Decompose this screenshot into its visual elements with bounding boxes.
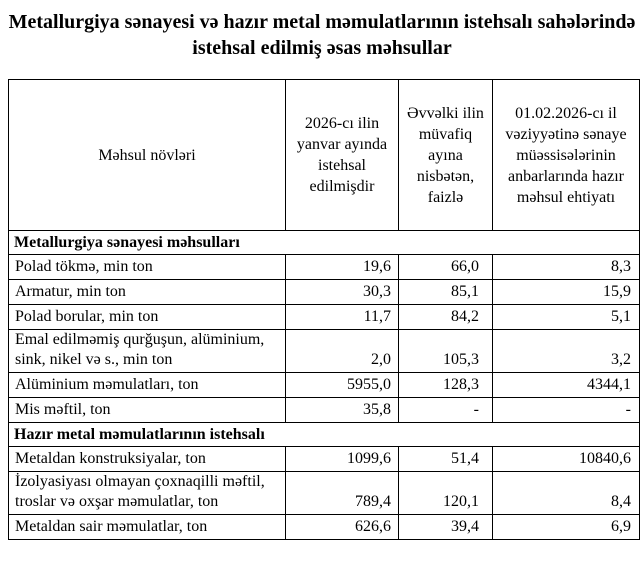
value-cell: 5,1 (493, 305, 640, 330)
value-cell: 11,7 (286, 305, 399, 330)
document-page (0, 9, 644, 567)
table-header (9, 80, 640, 231)
product-label: Alüminium məmulatları, ton (9, 373, 286, 398)
section-header-row (9, 231, 640, 255)
table-body (9, 231, 640, 540)
value-cell: 66,0 (399, 255, 493, 280)
value-cell: 15,9 (493, 280, 640, 305)
value-cell: 8,4 (493, 472, 640, 515)
value-cell: 789,4 (286, 472, 399, 515)
value-cell: 84,2 (399, 305, 493, 330)
table-row (9, 472, 640, 515)
product-label: Polad tökmə, min ton (9, 255, 286, 280)
value-cell: 5955,0 (286, 373, 399, 398)
table-row (9, 305, 640, 330)
value-cell: 1099,6 (286, 447, 399, 472)
column-header-product-types: Məhsul növləri (9, 80, 286, 231)
table-row (9, 447, 640, 472)
value-cell: 3,2 (493, 330, 640, 373)
section-header-label: Hazır metal məmulatlarının istehsalı (9, 423, 640, 447)
value-cell: 19,6 (286, 255, 399, 280)
value-cell: 105,3 (399, 330, 493, 373)
value-cell: 39,4 (399, 515, 493, 540)
table-row (9, 515, 640, 540)
value-cell: - (493, 398, 640, 423)
column-header-warehouse-stock: 01.02.2026-cı il vəziyyətinə sənaye müəssisələrinin anbarlarında hazır məhsul ehtiyatı (493, 80, 640, 231)
value-cell: - (399, 398, 493, 423)
header-row (9, 80, 640, 231)
table-row (9, 373, 640, 398)
column-header-produced-january: 2026-cı ilin yanvar ayında istehsal edilmişdir (286, 80, 399, 231)
table-row (9, 255, 640, 280)
product-label: Polad borular, min ton (9, 305, 286, 330)
value-cell: 35,8 (286, 398, 399, 423)
products-table (8, 79, 640, 540)
column-header-percent-vs-previous-year: Əvvəlki ilin müvafiq ayına nisbətən, faizlə (399, 80, 493, 231)
section-header-label: Metallurgiya sənayesi məhsulları (9, 231, 640, 255)
page-title: Metallurgiya sənayesi və hazır metal məmulatlarının istehsalı sahələrində istehsal edilmiş əsas məhsullar (8, 11, 636, 59)
value-cell: 30,3 (286, 280, 399, 305)
value-cell: 6,9 (493, 515, 640, 540)
product-label: Metaldan sair məmulatlar, ton (9, 515, 286, 540)
product-label: Emal edilməmiş qurğuşun, alüminium, sink, nikel və s., min ton (9, 330, 286, 373)
value-cell: 51,4 (399, 447, 493, 472)
value-cell: 10840,6 (493, 447, 640, 472)
value-cell: 128,3 (399, 373, 493, 398)
product-label: Mis məftil, ton (9, 398, 286, 423)
value-cell: 626,6 (286, 515, 399, 540)
product-label: Metaldan konstruksiyalar, ton (9, 447, 286, 472)
value-cell: 120,1 (399, 472, 493, 515)
table-row (9, 330, 640, 373)
section-header-row (9, 423, 640, 447)
value-cell: 8,3 (493, 255, 640, 280)
product-label: Armatur, min ton (9, 280, 286, 305)
value-cell: 4344,1 (493, 373, 640, 398)
value-cell: 2,0 (286, 330, 399, 373)
value-cell: 85,1 (399, 280, 493, 305)
table-row (9, 280, 640, 305)
table-row (9, 398, 640, 423)
product-label: İzolyasiyası olmayan çoxnaqilli məftil, troslar və oxşar məmulatlar, ton (9, 472, 286, 515)
